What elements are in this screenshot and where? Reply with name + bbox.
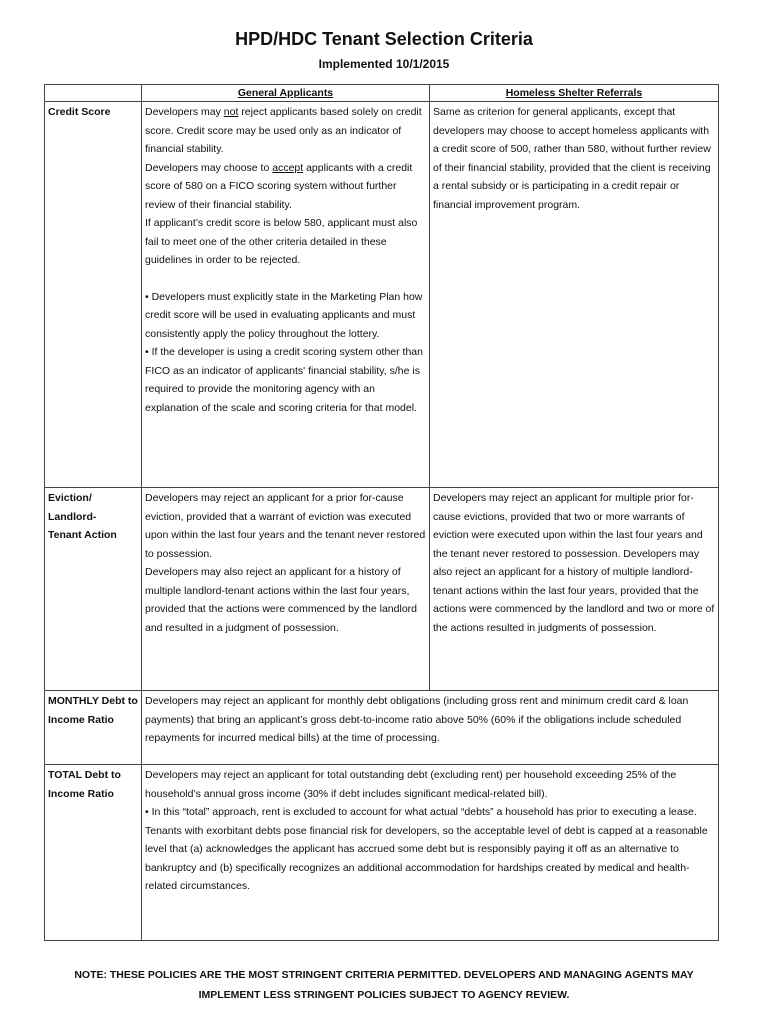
- eviction-general: [142, 488, 430, 691]
- credit-score-homeless: Same as criterion for general applicants, except that developers may choose to accept homeless applicants with a credit score of 500, rather than 580, without further review of their financial stability, provided that the client is receiving a rental subsidy or is participating in a credit repair or financial improvement program.: [430, 102, 719, 488]
- row-total-debt: [45, 765, 719, 941]
- credit-score-general-p1: Developers may not reject applicants based solely on credit score. Credit score may be used only as an indicator of financial stability.: [145, 106, 422, 155]
- monthly-debt-text: Developers may reject an applicant for monthly debt obligations (including gross rent and minimum credit card & loan payments) that bring an applicant’s gross debt-to-income ratio above 50% (60% if the obligations include scheduled repayments for incurred medical bills) at the time of processing.: [142, 691, 719, 765]
- eviction-general-p2: Developers may also reject an applicant for a history of multiple landlord-tenant actions within the last four years, provided that the actions were commenced by the landlord and resulted in a judgment of possession.: [145, 566, 417, 634]
- document-title: HPD/HDC Tenant Selection Criteria: [235, 29, 533, 49]
- row-eviction: [45, 488, 719, 691]
- header-row: [45, 85, 719, 102]
- label-credit-score: Credit Score: [45, 102, 142, 488]
- row-credit-score: [45, 102, 719, 488]
- header-homeless-shelter-referrals: Homeless Shelter Referrals: [430, 85, 719, 102]
- label-eviction: Eviction/ Landlord- Tenant Action: [45, 488, 142, 691]
- label-total-debt: TOTAL Debt to Income Ratio: [45, 765, 142, 941]
- row-monthly-debt: [45, 691, 719, 765]
- eviction-general-p1: Developers may reject an applicant for a prior for-cause eviction, provided that a warrant of eviction was executed upon within the last four years and the tenant never restored to possession.: [145, 492, 426, 560]
- eviction-homeless: Developers may reject an applicant for multiple prior for-cause evictions, provided that two or more warrants of eviction were executed upon within the last four years and the tenant never restored to possession. Developers may also reject an applicant for a history of multiple landlord-tenant actions within the last four years, provided that the actions were commenced by the landlord and two or more of the actions resulted in judgments of possession.: [430, 488, 719, 691]
- criteria-table: [44, 84, 719, 941]
- header-general-applicants: General Applicants: [142, 85, 430, 102]
- credit-score-general: [142, 102, 430, 488]
- header-corner: [45, 85, 142, 102]
- total-debt-p1: Developers may reject an applicant for total outstanding debt (excluding rent) per household exceeding 25% of the household’s annual gross income (30% if debt includes significant medical-related bill).: [145, 769, 677, 800]
- policy-note-line-2: IMPLEMENT LESS STRINGENT POLICIES SUBJECT TO AGENCY REVIEW.: [198, 989, 570, 1001]
- label-monthly-debt: MONTHLY Debt to Income Ratio: [45, 691, 142, 765]
- credit-score-general-p2: Developers may choose to accept applicants with a credit score of 580 on a FICO scoring system without further review of their financial stability.: [145, 161, 413, 211]
- credit-score-general-p3: If applicant’s credit score is below 580, applicant must also fail to meet one of the other criteria detailed in these guidelines in order to be rejected.: [145, 217, 418, 266]
- total-debt-text: [142, 765, 719, 941]
- credit-score-general-bullet-1: • Developers must explicitly state in the Marketing Plan how credit score will be used in evaluating applicants and must consistently apply the policy throughout the lottery.: [145, 290, 423, 340]
- document-subtitle: Implemented 10/1/2015: [318, 57, 450, 71]
- policy-note: [44, 965, 724, 1005]
- policy-note-line-1: NOTE: THESE POLICIES ARE THE MOST STRINGENT CRITERIA PERMITTED. DEVELOPERS AND MANAGING AGENTS MAY: [74, 969, 694, 981]
- credit-score-general-bullet-2: • If the developer is using a credit scoring system other than FICO as an indicator of applicants' financial stability, s/he is required to provide the monitoring agency with an explanation of the scale and scoring criteria for that model.: [145, 346, 423, 414]
- total-debt-p2: • In this “total” approach, rent is excluded to account for what actual “debts” a household has prior to executing a lease. Tenants with exorbitant debts pose financial risk for developers, so the acceptable level of debt is capped at a reasonable level that (a) acknowledges the applicant has accrued some debt but is responsibly paying it off as an alternative to bankruptcy and (b) specifically recognizes an additional accommodation for hardships created by medical and health-related circumstances.: [145, 806, 708, 892]
